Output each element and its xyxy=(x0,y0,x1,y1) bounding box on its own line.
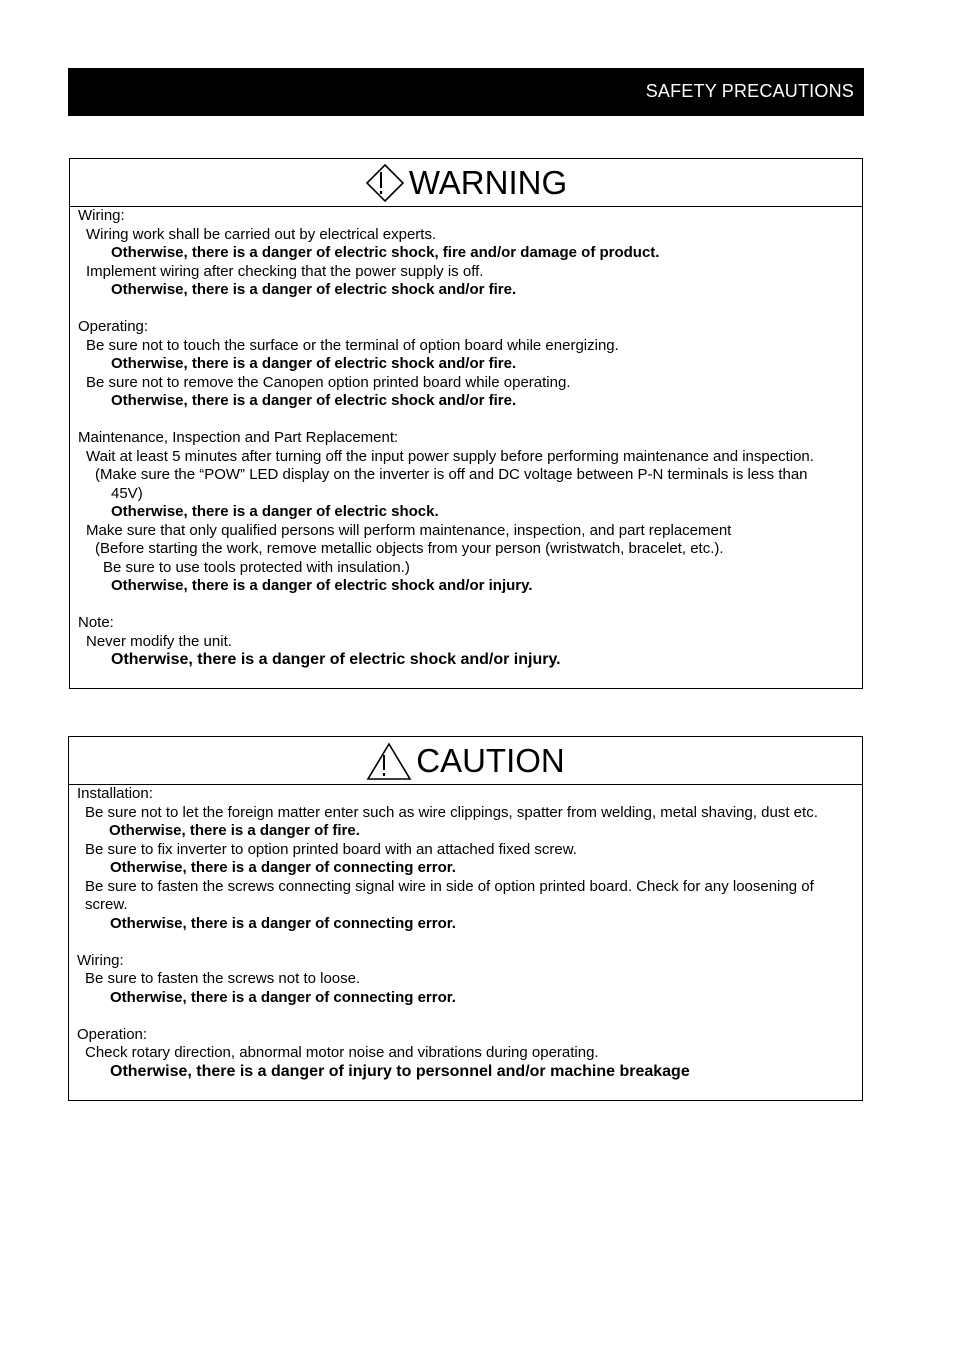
danger-result: Otherwise, there is a danger of electric shock and/or fire. xyxy=(111,281,517,298)
section-heading: Operation: xyxy=(77,1025,148,1043)
list-item: Be sure not to touch the surface or the terminal of option board while energizing. xyxy=(86,336,619,354)
caution-body xyxy=(69,785,862,1081)
list-item: Implement wiring after checking that the power supply is off. xyxy=(86,262,484,280)
danger-result: Otherwise, there is a danger of connecting error. xyxy=(110,914,456,932)
warning-body xyxy=(70,207,862,670)
list-item: (Before starting the work, remove metallic objects from your person (wristwatch, bracelet, etc.). xyxy=(95,540,724,557)
caution-triangle-icon xyxy=(366,741,412,781)
list-item: Be sure not to let the foreign matter enter such as wire clippings, spatter from welding, metal shaving, dust etc. xyxy=(85,803,818,821)
warning-diamond-icon xyxy=(365,163,405,203)
section-heading: Wiring: xyxy=(78,207,125,224)
warning-box xyxy=(69,158,863,689)
list-item: Be sure to fix inverter to option printed board with an attached fixed screw. xyxy=(85,840,577,858)
list-item: Check rotary direction, abnormal motor noise and vibrations during operating. xyxy=(85,1044,599,1061)
danger-result: Otherwise, there is a danger of electric shock and/or injury. xyxy=(111,577,533,594)
section-heading: Installation: xyxy=(77,785,153,802)
list-item: Wiring work shall be carried out by electrical experts. xyxy=(86,225,437,243)
warning-title: WARNING xyxy=(408,163,568,201)
danger-result: Otherwise, there is a danger of electric shock and/or fire. xyxy=(111,392,517,409)
caution-title-bar xyxy=(69,737,862,785)
list-item: (Make sure the “POW” LED display on the inverter is off and DC voltage between P-N terminals is less than 45V) xyxy=(95,466,808,502)
section-heading: Note: xyxy=(78,614,114,631)
caution-box xyxy=(68,736,863,1101)
danger-result: Otherwise, there is a danger of electric shock and/or fire. xyxy=(111,355,517,372)
list-item: Never modify the unit. xyxy=(86,632,232,650)
danger-result: Otherwise, there is a danger of electric shock and/or injury. xyxy=(111,651,561,668)
header-title: SAFETY PRECAUTIONS xyxy=(645,81,854,101)
danger-result: Otherwise, there is a danger of electric shock. xyxy=(111,503,439,520)
list-item: Be sure to fasten the screws connecting signal wire in side of option printed board. Check for any loosening of screw. xyxy=(85,877,814,913)
danger-result: Otherwise, there is a danger of fire. xyxy=(109,822,360,839)
section-heading: Wiring: xyxy=(77,951,124,969)
danger-result: Otherwise, there is a danger of connecting error. xyxy=(110,859,456,876)
section-heading: Operating: xyxy=(78,318,149,335)
list-item: Wait at least 5 minutes after turning off the input power supply before performing maintenance and inspection. xyxy=(86,447,814,465)
header-bar xyxy=(68,68,864,116)
caution-title: CAUTION xyxy=(416,741,565,779)
warning-title-bar xyxy=(70,159,862,207)
list-item: Be sure not to remove the Canopen option printed board while operating. xyxy=(86,373,571,391)
list-item: Be sure to fasten the screws not to loose. xyxy=(85,970,361,987)
danger-result: Otherwise, there is a danger of electric shock, fire and/or damage of product. xyxy=(111,244,660,261)
danger-result: Otherwise, there is a danger of injury to personnel and/or machine breakage xyxy=(110,1062,690,1080)
danger-result: Otherwise, there is a danger of connecting error. xyxy=(110,988,456,1006)
list-item: Make sure that only qualified persons will perform maintenance, inspection, and part replacement xyxy=(86,521,732,539)
list-item: Be sure to use tools protected with insulation.) xyxy=(103,558,410,576)
section-heading: Maintenance, Inspection and Part Replacement: xyxy=(78,429,399,446)
